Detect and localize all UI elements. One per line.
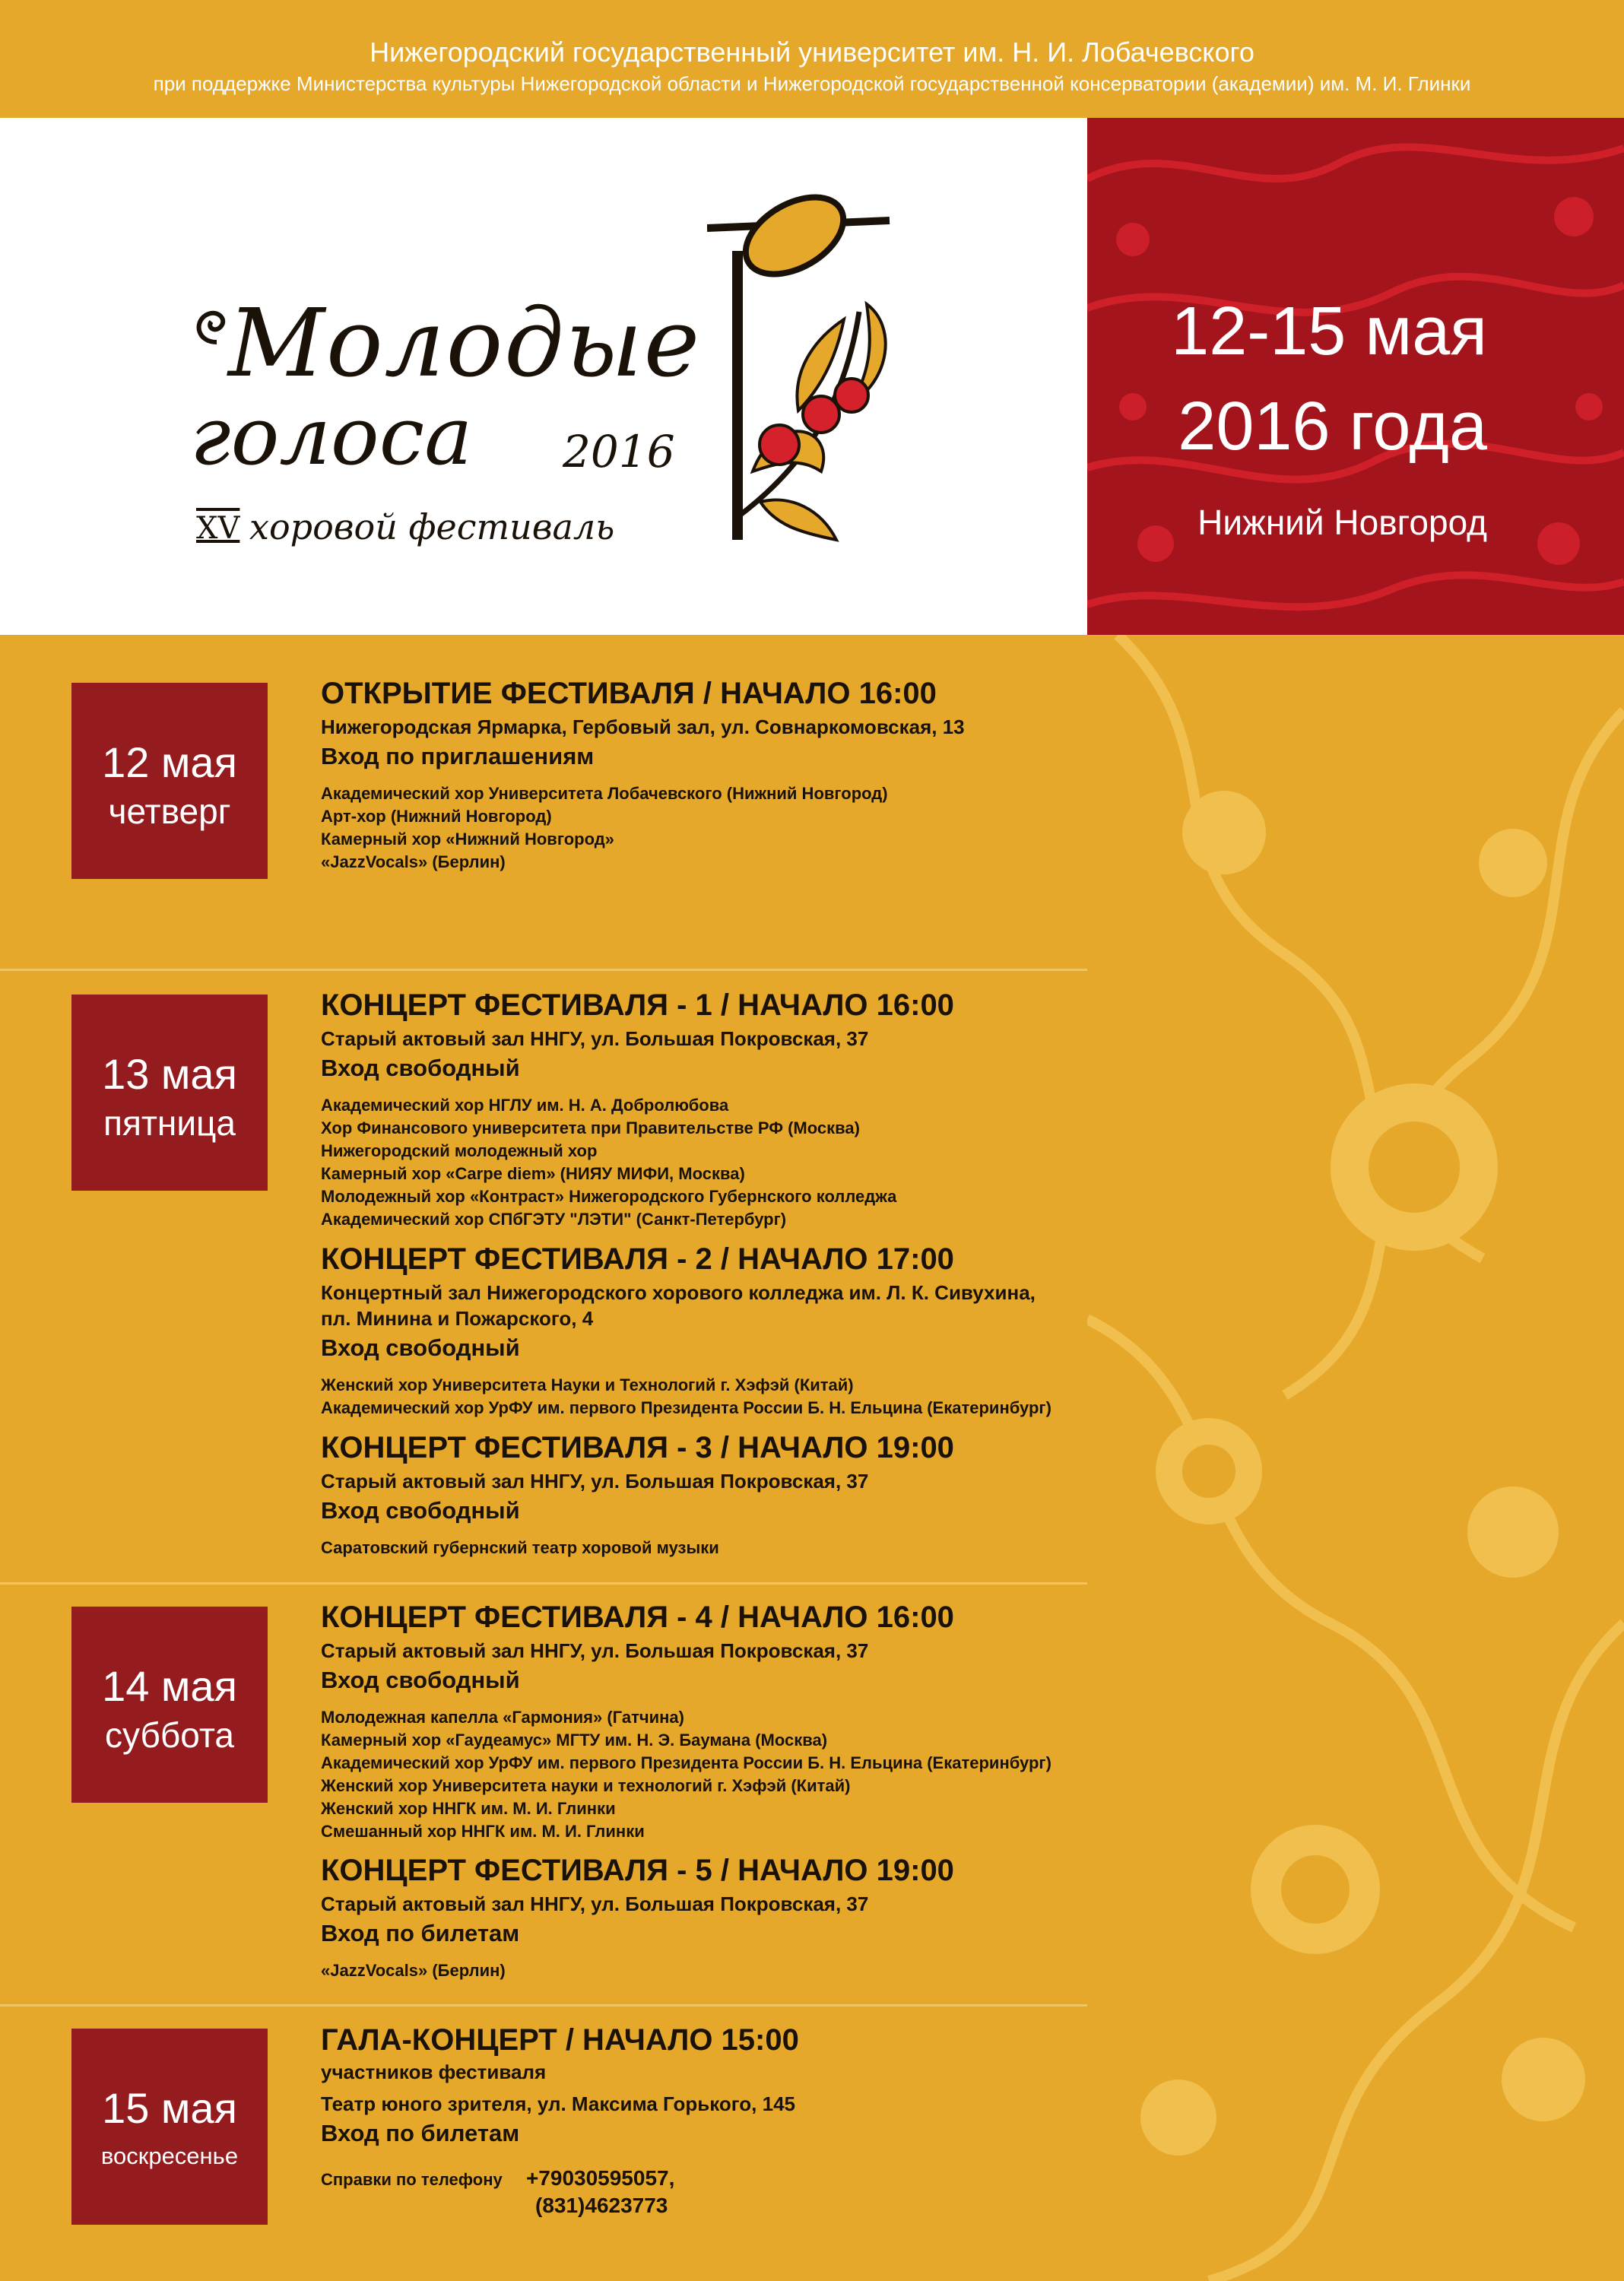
festival-year: 2016 года (1178, 389, 1487, 465)
logo-line-2: голоса (190, 389, 473, 483)
contacts-phone-1[interactable]: +79030595057, (525, 2166, 675, 2190)
performer: Хор Финансового университета при Правительстве РФ (Москва) (321, 1118, 860, 1137)
event-venue: Нижегородская Ярмарка, Гербовый зал, ул. Совнаркомовская, 13 (321, 715, 965, 738)
contacts-line (321, 2165, 1081, 2193)
performer: Камерный хор «Нижний Новгород» (321, 830, 614, 849)
day-badge (71, 2029, 268, 2225)
organizer-text: Нижегородский государственный университет им. Н. И. Лобачевского (370, 36, 1254, 68)
performer: Молодежный хор «Контраст» Нижегородского Губернского колледжа (321, 1187, 897, 1206)
event-block (321, 2019, 1081, 2219)
contacts-label: Справки по телефону (321, 2170, 503, 2189)
event-subheading: участников фестиваля (321, 2061, 547, 2083)
logo-subtitle: хоровой фестиваль (249, 506, 615, 547)
event-block (321, 673, 1081, 874)
day-badge (71, 995, 268, 1191)
day-date: 13 мая (102, 1050, 237, 1098)
performer: Женский хор Университета науки и технологий г. Хэфэй (Китай) (321, 1776, 851, 1795)
event-heading: КОНЦЕРТ ФЕСТИВАЛЯ - 3 / НАЧАЛО 19:00 (321, 1431, 954, 1464)
day-badge (71, 1607, 268, 1803)
event-block (321, 1427, 1081, 1559)
performer: Академический хор Университета Лобачевского (Нижний Новгород) (321, 784, 888, 803)
day-weekday: четверг (108, 792, 231, 831)
day-weekday: пятница (103, 1103, 236, 1143)
performer: Академический хор НГЛУ им. Н. А. Добролюбова (321, 1096, 729, 1115)
event-heading: КОНЦЕРТ ФЕСТИВАЛЯ - 5 / НАЧАЛО 19:00 (321, 1854, 954, 1887)
event-entry: Вход свободный (321, 1667, 520, 1693)
event-entry: Вход свободный (321, 1334, 520, 1361)
event-entry: Вход по приглашениям (321, 743, 595, 769)
festival-city: Нижний Новгород (1197, 503, 1487, 542)
day-weekday: суббота (105, 1715, 234, 1755)
logo-line-1: Молодые (228, 289, 702, 398)
event-entry: Вход по билетам (321, 2120, 520, 2146)
performer: Камерный хор «Carpe diem» (НИЯУ МИФИ, Москва) (321, 1164, 745, 1183)
event-venue: Концертный зал Нижегородского хорового колледжа им. Л. К. Сивухина, (321, 1281, 1036, 1304)
contacts-phone-2[interactable]: (831)4623773 (535, 2194, 668, 2217)
performer: Нижегородский молодежный хор (321, 1141, 598, 1160)
festival-dates: 12-15 мая (1171, 293, 1487, 370)
performer: Академический хор СПбГЭТУ "ЛЭТИ" (Санкт-Петербург) (321, 1210, 787, 1229)
event-venue: Старый актовый зал ННГУ, ул. Большая Покровская, 37 (321, 1470, 869, 1493)
day-date: 12 мая (102, 738, 237, 786)
performer: Академический хор УрФУ им. первого Президента России Б. Н. Ельцина (Екатеринбург) (321, 1398, 1051, 1417)
event-heading: КОНЦЕРТ ФЕСТИВАЛЯ - 1 / НАЧАЛО 16:00 (321, 988, 954, 1022)
performer: Саратовский губернский театр хоровой музыки (321, 1538, 719, 1557)
event-venue: Старый актовый зал ННГУ, ул. Большая Покровская, 37 (321, 1892, 869, 1915)
date-banner (1087, 118, 1624, 635)
performer: Арт-хор (Нижний Новгород) (321, 807, 552, 826)
festival-logo (190, 182, 950, 578)
event-block (321, 1597, 1081, 1843)
event-entry: Вход свободный (321, 1497, 520, 1524)
event-block (321, 1239, 1081, 1420)
header-strip (0, 0, 1624, 118)
performer: Молодежная капелла «Гармония» (Гатчина) (321, 1708, 684, 1727)
event-heading: ОТКРЫТИЕ ФЕСТИВАЛЯ / НАЧАЛО 16:00 (321, 677, 937, 710)
floral-pattern-red-icon (1087, 118, 1624, 635)
support-text: при поддержке Министерства культуры Нижегородской области и Нижегородской государственной консерватории (академии) им. М. И. Глинки (153, 72, 1471, 95)
floral-pattern-panel (1087, 635, 1624, 2281)
event-venue: Театр юного зрителя, ул. Максима Горького, 145 (321, 2092, 795, 2115)
note-emblem-icon (707, 182, 950, 563)
section-divider (0, 969, 1087, 971)
event-entry: Вход по билетам (321, 1920, 520, 1946)
event-heading: ГАЛА-КОНЦЕРТ / НАЧАЛО 15:00 (321, 2023, 799, 2057)
day-date: 14 мая (102, 1662, 237, 1710)
section-divider (0, 2004, 1087, 2007)
event-block (321, 985, 1081, 1231)
logo-roman-numeral: XV (196, 511, 240, 546)
performer: Женский хор ННГК им. М. И. Глинки (321, 1799, 616, 1818)
performer: Академический хор УрФУ им. первого Президента России Б. Н. Ельцина (Екатеринбург) (321, 1753, 1051, 1772)
day-date: 15 мая (102, 2084, 237, 2132)
performer: «JazzVocals» (Берлин) (321, 1961, 506, 1980)
performer: Женский хор Университета Науки и Технологий г. Хэфэй (Китай) (321, 1375, 854, 1394)
floral-pattern-gold-icon (1087, 635, 1624, 2281)
section-divider (0, 1582, 1087, 1585)
event-heading: КОНЦЕРТ ФЕСТИВАЛЯ - 4 / НАЧАЛО 16:00 (321, 1601, 954, 1634)
event-entry: Вход свободный (321, 1055, 520, 1081)
performer: Смешанный хор ННГК им. М. И. Глинки (321, 1822, 645, 1841)
logo-year: 2016 (563, 426, 675, 477)
day-weekday: воскресенье (100, 2143, 239, 2169)
performer: «JazzVocals» (Берлин) (321, 852, 506, 871)
day-badge (71, 683, 268, 879)
event-venue: пл. Минина и Пожарского, 4 (321, 1307, 594, 1330)
event-heading: КОНЦЕРТ ФЕСТИВАЛЯ - 2 / НАЧАЛО 17:00 (321, 1242, 954, 1276)
event-venue: Старый актовый зал ННГУ, ул. Большая Покровская, 37 (321, 1639, 869, 1662)
performer: Камерный хор «Гаудеамус» МГТУ им. Н. Э. Баумана (Москва) (321, 1731, 828, 1750)
event-block (321, 1850, 1081, 1982)
event-venue: Старый актовый зал ННГУ, ул. Большая Покровская, 37 (321, 1027, 869, 1050)
